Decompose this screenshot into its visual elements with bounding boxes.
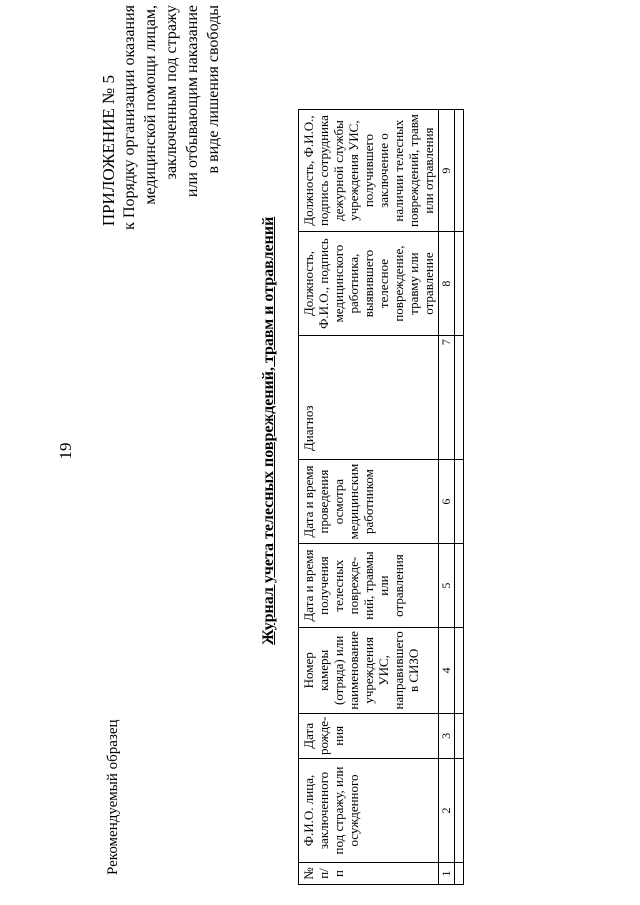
- header-cell-medical-officer: Должность, Ф.И.О., подпись медицинского работника, выявившего телесное повреждение, травму или отравление: [299, 232, 439, 336]
- empty-cell: [455, 863, 464, 885]
- header-cell-injury-datetime: Дата и время получения телесных поврежде-ний, травмы или отравления: [299, 544, 439, 628]
- recommended-sample-label: Рекомендуемый образец: [105, 719, 121, 875]
- column-number-cell: 7: [439, 336, 455, 460]
- empty-cell: [455, 110, 464, 232]
- empty-cell: [455, 628, 464, 714]
- column-number-row: [439, 110, 455, 885]
- column-number-cell: 6: [439, 460, 455, 544]
- table-empty-row: [455, 110, 464, 885]
- journal-title: Журнал учета телесных повреждений, травм и отравлений: [260, 216, 277, 645]
- column-number-cell: 9: [439, 110, 455, 232]
- appendix-line: медицинской помощи лицам,: [142, 5, 159, 205]
- empty-cell: [455, 460, 464, 544]
- page-number: 19: [56, 442, 75, 460]
- header-cell-cell-number: Номер камеры (отряда) или наименование учреждения УИС, направившего в СИЗО: [299, 628, 439, 714]
- empty-cell: [455, 759, 464, 863]
- header-cell-diagnosis: Диагноз: [299, 336, 439, 460]
- column-number-cell: 8: [439, 232, 455, 336]
- journal-table: [298, 109, 464, 885]
- header-cell-number: № п/п: [299, 863, 439, 885]
- header-cell-name: Ф.И.О. лица, заключенного под стражу, или осужденного: [299, 759, 439, 863]
- appendix-line: заключенным под стражу: [163, 5, 180, 180]
- appendix-line: или отбывающим наказание: [184, 5, 201, 198]
- header-cell-exam-datetime: Дата и время проведения осмотра медицинским работником: [299, 460, 439, 544]
- column-number-cell: 3: [439, 713, 455, 758]
- empty-cell: [455, 336, 464, 460]
- header-cell-birth-date: Дата рожде-ния: [299, 713, 439, 758]
- header-cell-duty-officer: Должность, Ф.И.О., подпись сотрудника дежурной службы учреждения УИС, получившего заключение о наличии телесных повреждений, травм или отравления: [299, 110, 439, 232]
- column-number-cell: 1: [439, 863, 455, 885]
- empty-cell: [455, 544, 464, 628]
- column-number-cell: 5: [439, 544, 455, 628]
- empty-cell: [455, 232, 464, 336]
- column-number-cell: 4: [439, 628, 455, 714]
- appendix-line: в виде лишения свободы: [205, 5, 222, 174]
- empty-cell: [455, 713, 464, 758]
- column-number-cell: 2: [439, 759, 455, 863]
- appendix-title: ПРИЛОЖЕНИЕ № 5: [99, 75, 118, 227]
- table-header-row: [299, 110, 439, 885]
- appendix-line: к Порядку организации оказания: [121, 5, 138, 230]
- appendix-block: [98, 5, 224, 345]
